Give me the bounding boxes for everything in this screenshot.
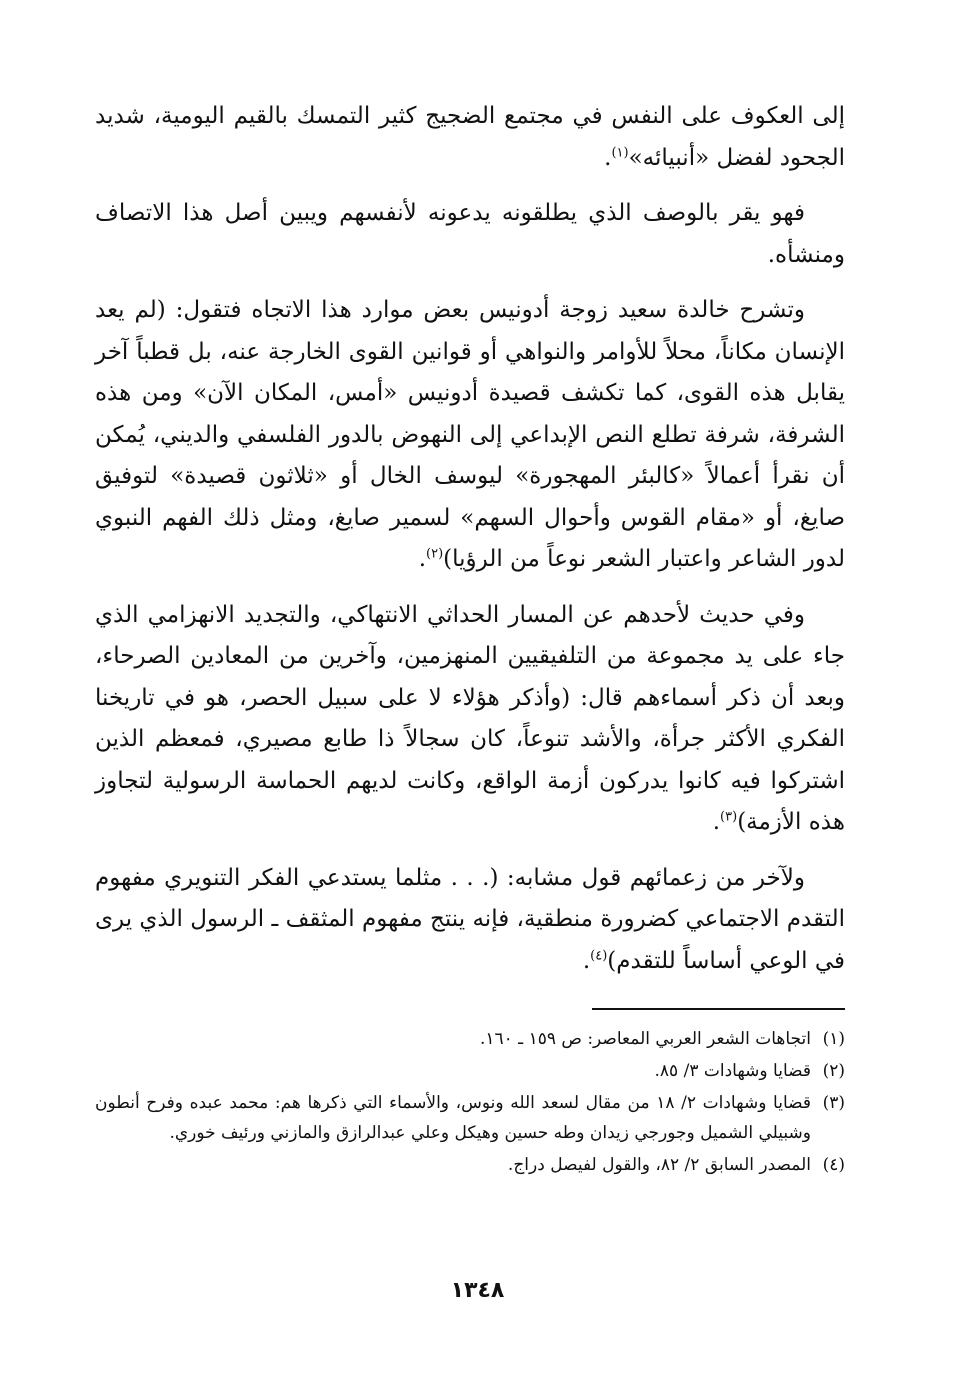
paragraph-text: ولآخر من زعمائهم قول مشابه: (. . . مثلما يستدعي الفكر التنويري مفهوم التقدم الاجتماعي كضرورة منطقية، فإنه ينتج مفهوم المثقف ـ الرسول الذي يرى في الوعي أساساً للتقدم) [95, 864, 845, 974]
paragraph-1 [95, 96, 845, 179]
paragraph-text: وفي حديث لأحدهم عن المسار الحداثي الانتهاكي، والتجديد الانهزامي الذي جاء على يد مجموعة من التلفيقيين المنهزمين، وآخرين من المعادين الصرحاء، وبعد أن ذكر أسماءهم قال: (وأذكر هؤلاء لا على سبيل الحصر، هو في تاريخنا الفكري الأكثر جرأة، والأشد تنوعاً، كان سجالاً ذا طابع مصيري، فمعظم الذين اشتركوا فيه كانوا يدركون أزمة الواقع، وكانت لديهم الحماسة الرسولية لتجاوز هذه الأزمة) [95, 601, 845, 835]
paragraph-5 [95, 858, 845, 983]
footnote-number: (٣) [822, 1093, 845, 1113]
footnote-number: (٢) [822, 1061, 845, 1081]
paragraph-tail: . [604, 144, 612, 171]
footnote-text: المصدر السابق ٢/ ٨٢، والقول لفيصل دراج. [507, 1155, 811, 1175]
paragraph-2 [95, 193, 845, 276]
paragraph-tail: . [418, 546, 427, 572]
footnote-ref[interactable]: (٣) [720, 809, 738, 825]
footnote-number: (١) [822, 1029, 845, 1049]
footnote-ref[interactable]: (٢) [426, 546, 444, 562]
paragraph-tail: . [582, 947, 591, 974]
footnote-number: (٤) [822, 1155, 845, 1175]
page-body [95, 96, 845, 1182]
paragraph-text: فهو يقر بالوصف الذي يطلقونه يدعونه لأنفسهم ويبين أصل هذا الاتصاف ومنشأه. [95, 200, 845, 268]
footnote-divider [592, 1008, 845, 1010]
page-number: ١٣٤٨ [450, 1278, 505, 1303]
footnote-1 [95, 1024, 845, 1054]
footnote-3 [95, 1088, 845, 1148]
footnote-text: اتجاهات الشعر العربي المعاصر: ص ١٥٩ ـ ١٦٠. [479, 1029, 811, 1049]
footnote-text: قضايا وشهادات ٣/ ٨٥. [654, 1061, 811, 1081]
footnote-2 [95, 1056, 845, 1086]
footnote-4 [95, 1150, 845, 1180]
paragraph-text: وتشرح خالدة سعيد زوجة أدونيس بعض موارد هذا الاتجاه فتقول: (لم يعد الإنسان مكاناً، محلاً للأوامر والنواهي أو قوانين القوى الخارجة عنه، بل قطباً آخر يقابل هذه القوى، كما تكشف قصيدة أدونيس «أمس، المكان الآن» ومن هذه الشرفة، شرفة تطلع النص الإبداعي إلى النهوض بالدور الفلسفي والديني، يُمكن أن نقرأ أعمالاً «كالبئر المهجورة» ليوسف الخال أو «ثلاثون قصيدة» لتوفيق صايغ، أو «مقام القوس وأحوال السهم» لسمير صايغ، ومثل ذلك الفهم النبوي لدور الشاعر واعتبار الشعر نوعاً من الرؤيا) [95, 297, 845, 572]
paragraph-tail: . [712, 809, 721, 835]
footnote-ref[interactable]: (٤) [590, 947, 608, 963]
footnote-text: قضايا وشهادات ٢/ ١٨ من مقال لسعد الله ونوس، والأسماء التي ذكرها هم: محمد عبده وفرح أنطون وشبيلي الشميل وجورجي زيدان وطه حسين وهيكل وعلي عبدالرازق والمازني ورئيف خوري. [95, 1093, 812, 1143]
footnote-ref[interactable]: (١) [611, 144, 629, 160]
paragraph-3 [95, 290, 845, 581]
paragraph-text: إلى العكوف على النفس في مجتمع الضجيج كثير التمسك بالقيم اليومية، شديد الجحود لفضل «أنبيائه» [95, 103, 845, 171]
paragraph-4 [95, 595, 845, 844]
